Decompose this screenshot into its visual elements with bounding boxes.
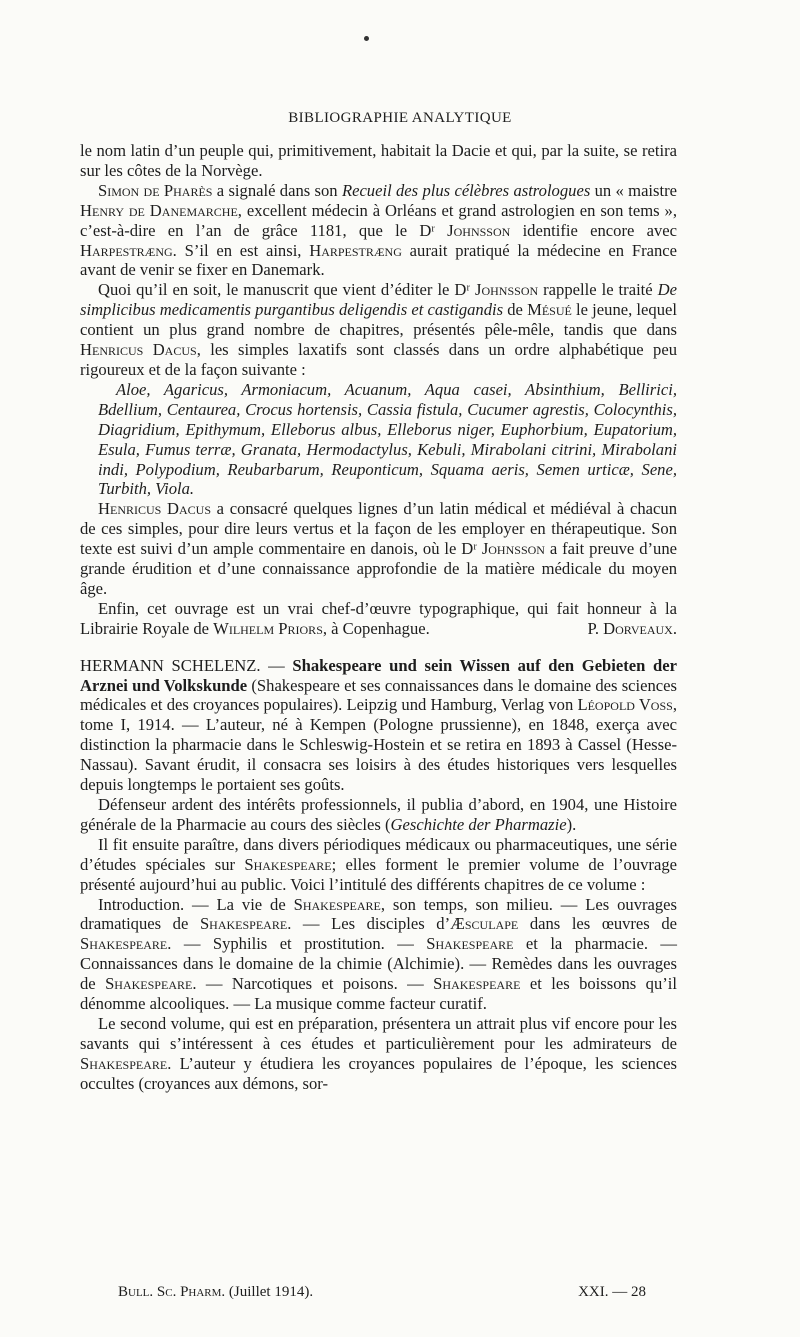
paragraph: Enfin, cet ouvrage est un vrai chef-d’œuvre typographique, qui fait honneur à la Librairie Royale de Wilhelm Priors, à Copenhague. P. Dorveaux. xyxy=(80,598,677,638)
paragraph: Il fit ensuite paraître, dans divers périodiques médicaux ou pharmaceutiques, une série d’études spéciales sur Shakespeare; elles forment le premier volume de l’ouvrage présenté aujourd’hui au public. Voici l’intitulé des différents chapitres de ce volume : xyxy=(80,834,677,894)
paragraph: Quoi qu’il en soit, le manuscrit que vient d’éditer le Dʳ Johnsson rappelle le traité De simplicibus medicamentis purgantibus deligendis et castigandis de Mésué le jeune, lequel contient un plus grand nombre de chapitres, présentés pêle-mêle, tandis que dans Henricus Dacus, les simples laxatifs sont classés dans un ordre alphabétique peu rigoureux et de la façon suivante : xyxy=(80,280,678,379)
review-title: Shakespeare und sein Wissen auf den Gebieten der Arznei und Volkskunde xyxy=(80,655,677,695)
simples-list: Aloe, Agaricus, Armoniacum, Acuanum, Aqua casei, Absinthium, Bellirici, Bdellium, Centaurea, Crocus hortensis, Cassia fistula, Cucumer agrestis, Colocynthis, Diagridium, Epithymum, Elleborus albus, Elleborus niger, Euphorbium, Eupatorium, Esula, Fumus terræ, Granata, Hermodactylus, Kebuli, Mirabolani citrini, Mirabolani indi, Polypodium, Reubarbarum, Reuponticum, Squama aeris, Semen urticæ, Sene, Turbith, Viola. xyxy=(98,379,677,499)
body-text xyxy=(80,141,677,1094)
paragraph: Introduction. — La vie de Shakespeare, son temps, son milieu. — Les ouvrages dramatiques de Shakespeare. — Les disciples d’Æsculape dans les œuvres de Shakespeare. — Syphilis et prostitution. — Shakespeare et la pharmacie. — Connaissances dans le domaine de la chimie (Alchimie). — Remèdes dans les ouvrages de Shakespeare. — Narcotiques et poisons. — Shakespeare et les boissons qu’il dénomme alcooliques. — La musique comme facteur curatif. xyxy=(80,894,678,1014)
page-mark xyxy=(364,36,369,41)
paragraph: le nom latin d’un peuple qui, primitivement, habitait la Dacie et qui, par la suite, se retira sur les côtes de la Norvège. xyxy=(80,141,677,180)
section-gap xyxy=(80,639,677,656)
sheet-number: XXI. — 28 xyxy=(578,1284,646,1300)
paragraph: Simon de Pharès a signalé dans son Recueil des plus célèbres astrologues un « maistre Henry de Danemarche, excellent médecin à Orléans et grand astrologien en son tems », c’est-à-dire en l’an de grâce 1181, que le Dʳ Johnsson identifie encore avec Harpestræng. S’il en est ainsi, Harpestræng aurait pratiqué la médecine en France avant de venir se fixer en Danemark. xyxy=(80,180,677,280)
running-head: BIBLIOGRAPHIE ANALYTIQUE xyxy=(288,110,512,126)
review-author: HERMANN SCHELENZ. — xyxy=(80,655,293,675)
issue-date: (Juillet 1914). xyxy=(228,1284,314,1300)
review-heading: HERMANN SCHELENZ. — Shakespeare und sein Wissen auf den Gebieten der Arznei und Volkskunde (Shakespeare et ses connaissances dans le domaine des sciences médicales et des croyances populaires). Leipzig und Hamburg, Verlag von Léopold Voss, tome I, 1914. — L’auteur, né à Kempen (Pologne prussienne), en 1848, exerça avec distinction la pharmacie dans le Schleswig-Hostein et se retira en 1893 à Cassel (Hesse-Nassau). Savant érudit, il consacra ses loisirs à des études historiques vers lesquelles depuis longtemps le portaient ses goûts. xyxy=(80,655,677,795)
paragraph: Henricus Dacus a consacré quelques lignes d’un latin médical et médiéval à chacun de ces simples, pour dire leurs vertus et la façon de les employer en thérapeutique. Son texte est suivi d’un ample commentaire en danois, où le Dʳ Johnsson a fait preuve d’une grande érudition et d’une connaissance approfondie de la matière médicale du moyen âge. xyxy=(80,499,678,598)
journal-name: Bull. Sc. Pharm. xyxy=(118,1284,226,1300)
paragraph: Défenseur ardent des intérêts professionnels, il publia d’abord, en 1904, une Histoire générale de la Pharmacie au cours des siècles (Geschichte der Pharmazie). xyxy=(80,795,677,834)
paragraph: Le second volume, qui est en préparation, présentera un attrait plus vif encore pour les savants qui s’intéressent à ces études et particulièrement pour les admirateurs de Shakespeare. L’auteur y étudiera les croyances populaires de l’époque, les sciences occultes (croyances aux démons, sor- xyxy=(80,1013,677,1093)
signature: P. Dorveaux. xyxy=(587,618,677,638)
page-footer xyxy=(118,1284,646,1301)
